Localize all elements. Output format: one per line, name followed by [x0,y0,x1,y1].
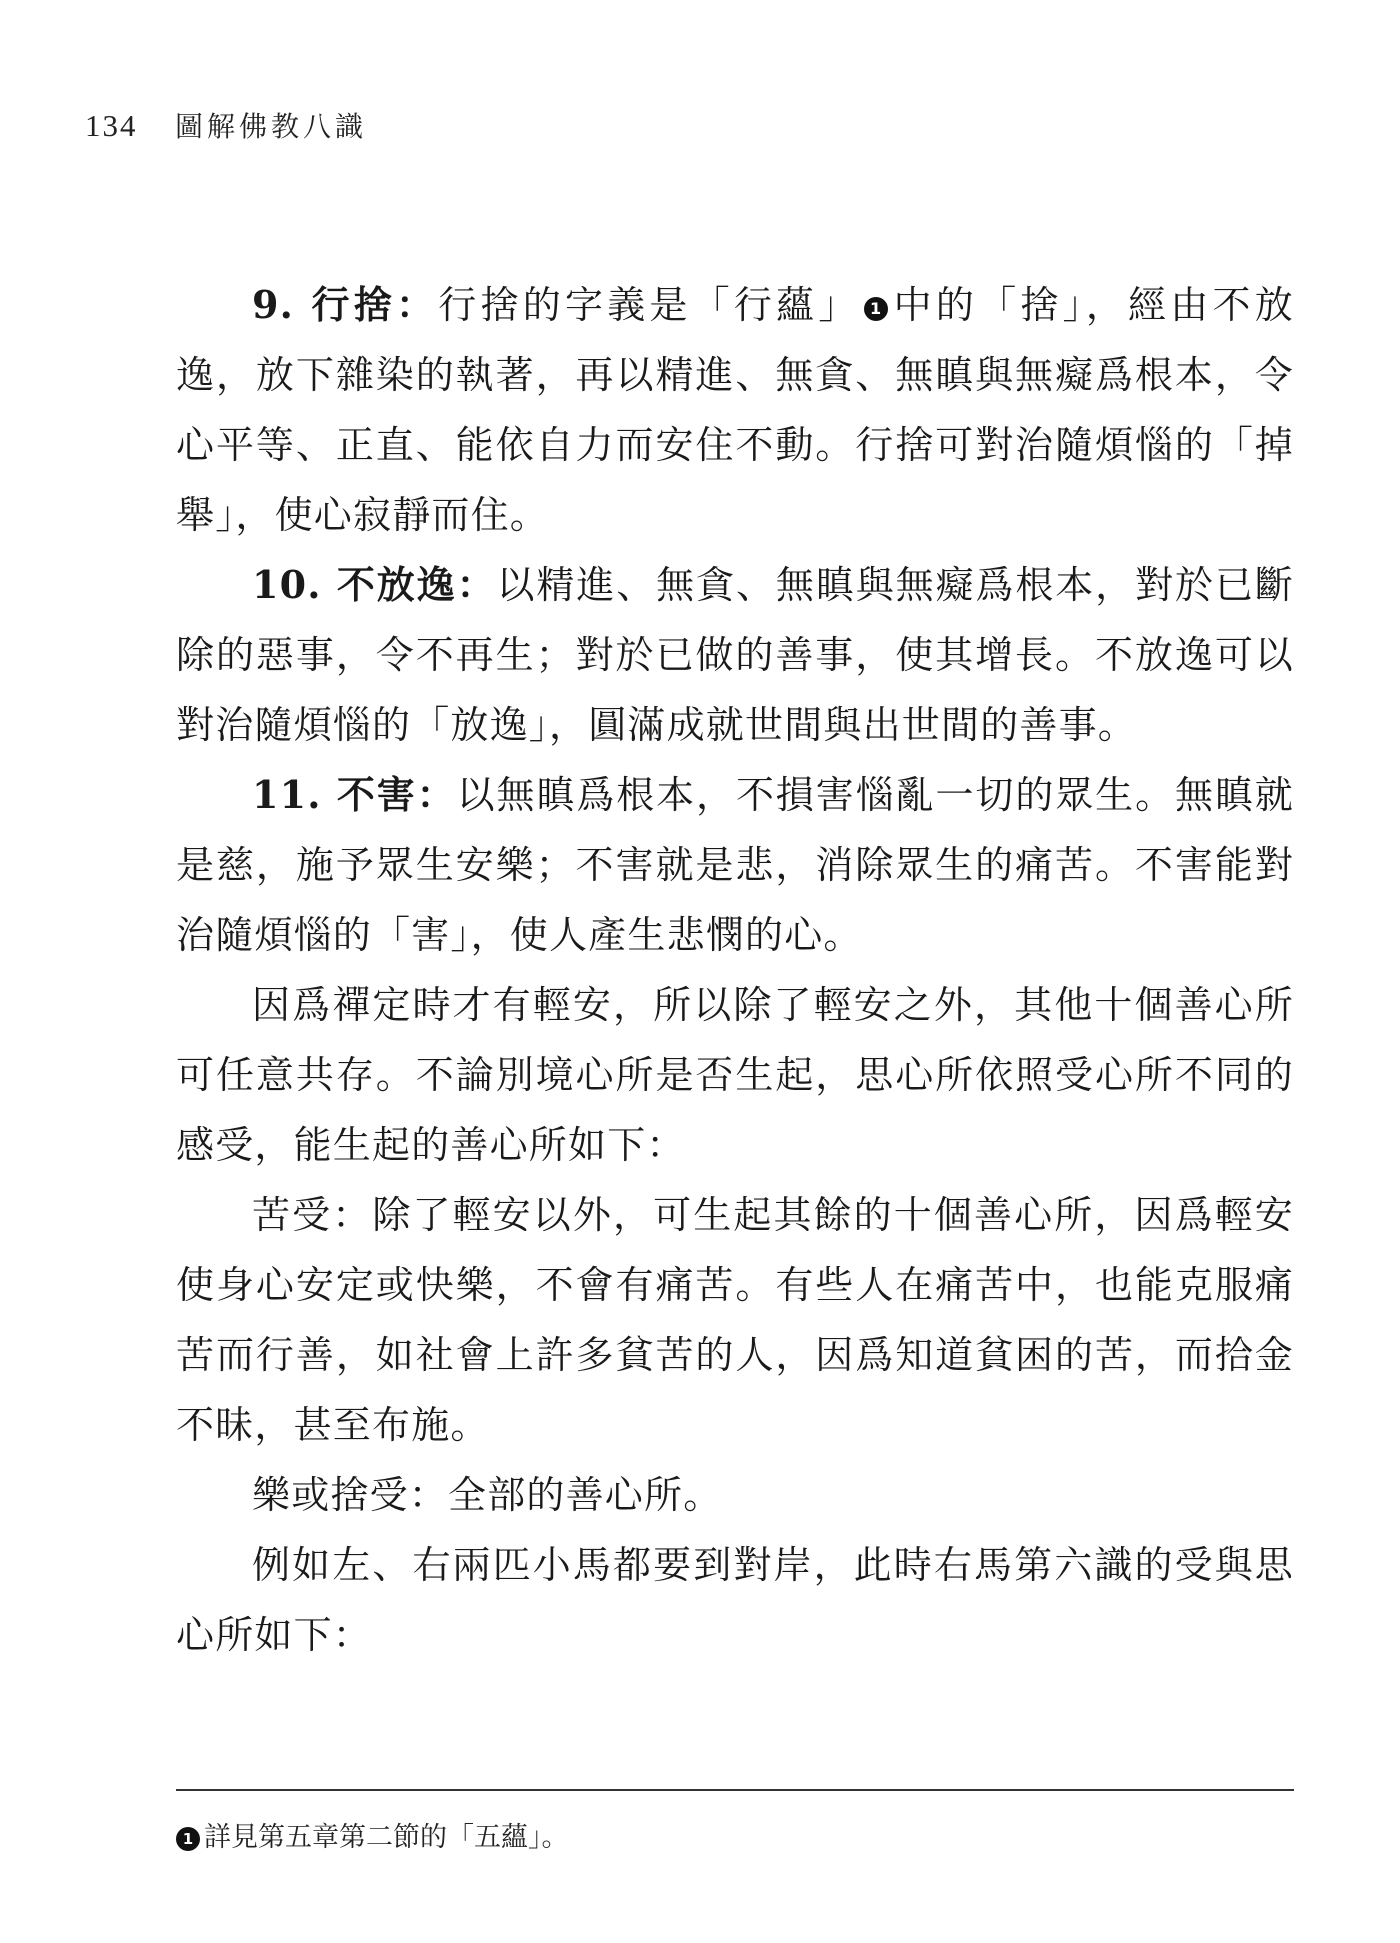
term-heading: 9. 行捨： [252,282,439,327]
paragraph-text: 以無瞋爲根本，不損害惱亂一切的眾生。無瞋就是慈，施予眾生安樂；不害就是悲，消除眾生的痛苦。不害能對治隨煩惱的「害」，使人產生悲憫的心。 [176,773,1295,957]
footnote [176,1815,569,1854]
paragraph-qingan [176,970,1294,1180]
paragraph-buhai [176,760,1294,970]
paragraph-text: 例如左、右兩匹小馬都要到對岸，此時右馬第六識的受與思心所如下： [176,1543,1294,1657]
page-header [85,105,367,145]
paragraph-text: 行捨的字義是「行蘊」 [438,283,861,327]
footnote-text: 詳見第五章第二節的「五蘊」。 [204,1822,569,1853]
paragraph-xingshe [176,270,1294,550]
page-number: 134 [85,108,138,143]
footnote-number-icon: 1 [176,1827,200,1851]
paragraph-text: 因爲禪定時才有輕安，所以除了輕安之外，其他十個善心所可任意共存。不論別境心所是否生起，思心所依照受心所不同的感受，能生起的善心所如下： [176,983,1294,1167]
page-body [176,270,1294,1670]
footnote-divider [176,1789,1294,1791]
paragraph-example [176,1530,1294,1670]
book-title: 圖解佛教八識 [175,110,368,143]
paragraph-text: 樂或捨受：全部的善心所。 [252,1473,723,1517]
term-heading: 10. 不放逸： [252,562,497,607]
term-heading: 11. 不害： [252,772,457,817]
paragraph-leshou [176,1460,1294,1530]
paragraph-bufangyi [176,550,1294,760]
paragraph-text: 以精進、無貪、無瞋與無癡爲根本，對於已斷除的惡事，令不再生；對於已做的善事，使其增長。不放逸可以對治隨煩惱的「放逸」，圓滿成就世間與出世間的善事。 [176,563,1294,747]
paragraph-text: 苦受：除了輕安以外，可生起其餘的十個善心所，因爲輕安使身心安定或快樂，不會有痛苦。有些人在痛苦中，也能克服痛苦而行善，如社會上許多貧苦的人，因爲知道貧困的苦，而拾金不昧，甚至布施。 [176,1193,1294,1447]
footnote-marker-icon[interactable]: 1 [864,297,888,321]
paragraph-kushou [176,1180,1294,1460]
paragraph-text: 中的「捨」，經由不放逸，放下雜染的執著，再以精進、無貪、無瞋與無癡爲根本，令心平等、正直、能依自力而安住不動。行捨可對治隨煩惱的「掉舉」，使心寂靜而住。 [176,283,1294,537]
